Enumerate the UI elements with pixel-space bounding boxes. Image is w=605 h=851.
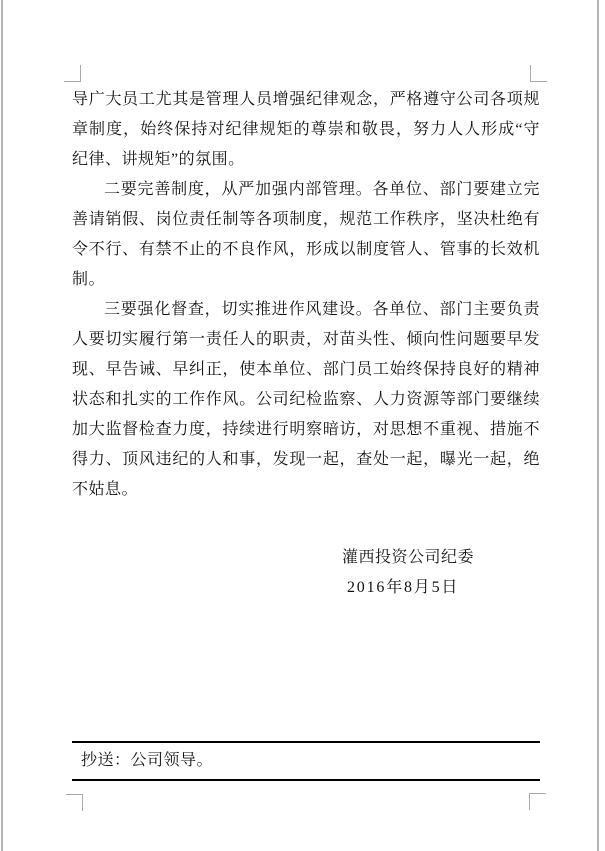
page-right-edge [597,0,599,851]
signature-date: 2016年8月5日 [347,579,460,596]
margin-mark-bottom-right [529,793,546,810]
cc-section [72,741,540,781]
document-body [72,85,540,505]
margin-mark-bottom-left [66,794,83,811]
margin-mark-top-right [530,65,547,82]
cc-text: 抄送：公司领导。 [81,752,214,769]
body-paragraph-third: 三要强化督查，切实推进作风建设。各单位、部门主要负责人要切实履行第一责任人的职责，对苗头性、倾向性问题要早发现、早告诫、早纠正，使本单位、部门员工始终保持良好的精神状态和扎实的工作作风。公司纪检监察、人力资源等部门要继续加大监督检查力度，持续进行明察暗访，对思想不重视、措施不得力、顶风违纪的人和事，发现一起，查处一起，曝光一起，绝不姑息。 [72,301,540,498]
margin-mark-top-left [64,65,81,82]
body-paragraph-continuation: 导广大员工尤其是管理人员增强纪律观念，严格遵守公司各项规章制度，始终保持对纪律规矩的尊崇和敬畏，努力人人形成“守纪律、讲规矩”的氛围。 [72,91,540,168]
body-paragraph-second: 二要完善制度，从严加强内部管理。各单位、部门要建立完善请销假、岗位责任制等各项制度，规范工作秩序，坚决杜绝有令不行、有禁不止的不良作风，形成以制度管人、管事的长效机制。 [72,181,540,288]
page-left-edge [1,0,3,851]
signature-organization: 灌西投资公司纪委 [342,549,475,566]
